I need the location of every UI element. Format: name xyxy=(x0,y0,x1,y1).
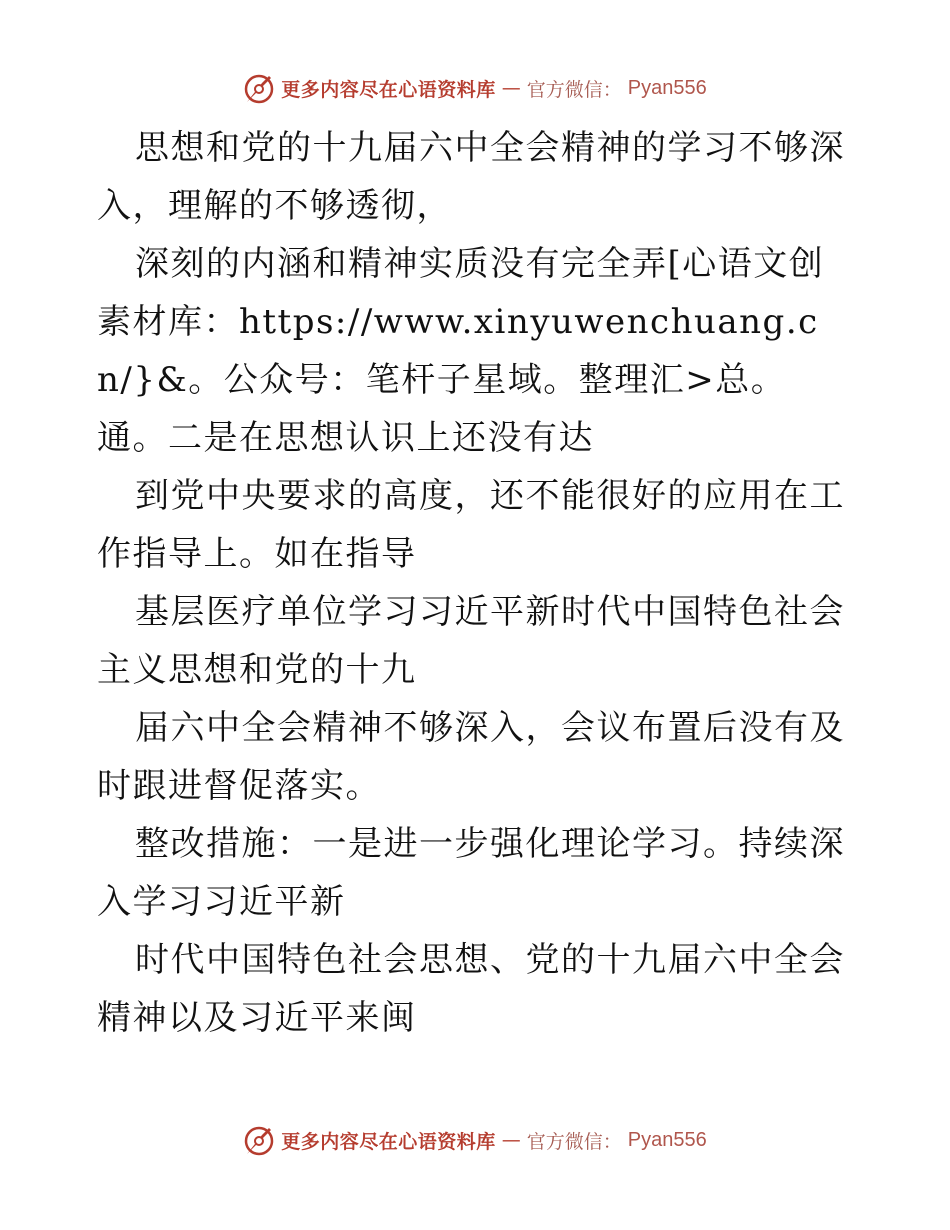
watermark-official-label: 官方微信： xyxy=(526,78,622,101)
watermark-wechat-id: Pyan556 xyxy=(627,76,707,99)
paragraph: 思想和党的十九届六中全会精神的学习不够深入，理解的不够透彻， xyxy=(97,128,845,226)
paragraph: 届六中全会精神不够深入，会议布置后没有及时跟进督促落实。 xyxy=(97,708,845,806)
watermark-title: 更多内容尽在心语资料库 xyxy=(281,1130,496,1153)
document-body xyxy=(97,119,857,1047)
header-watermark xyxy=(0,72,950,104)
watermark-wechat-id: Pyan556 xyxy=(627,1128,707,1151)
paragraph: 深刻的内涵和精神实质没有完全弄[心语文创素材库：https://www.xinyuwenchuang.cn/}&。公众号：笔杆子星域。整理汇>总。通。二是在思想认识上还没有达 xyxy=(97,244,825,458)
paragraph: 到党中央要求的高度，还不能很好的应用在工作指导上。如在指导 xyxy=(97,476,845,574)
footer-watermark xyxy=(0,1124,950,1156)
watermark-dash: — xyxy=(501,1129,521,1151)
paragraph: 整改措施：一是进一步强化理论学习。持续深入学习习近平新 xyxy=(97,824,845,922)
quill-pen-circle-icon xyxy=(243,72,275,104)
watermark-dash: — xyxy=(501,77,521,99)
paragraph: 时代中国特色社会思想、党的十九届六中全会精神以及习近平来闽 xyxy=(97,940,845,1038)
quill-pen-circle-icon xyxy=(243,1124,275,1156)
watermark-title: 更多内容尽在心语资料库 xyxy=(281,78,496,101)
paragraph: 基层医疗单位学习习近平新时代中国特色社会主义思想和党的十九 xyxy=(97,592,845,690)
watermark-official-label: 官方微信： xyxy=(526,1130,622,1153)
